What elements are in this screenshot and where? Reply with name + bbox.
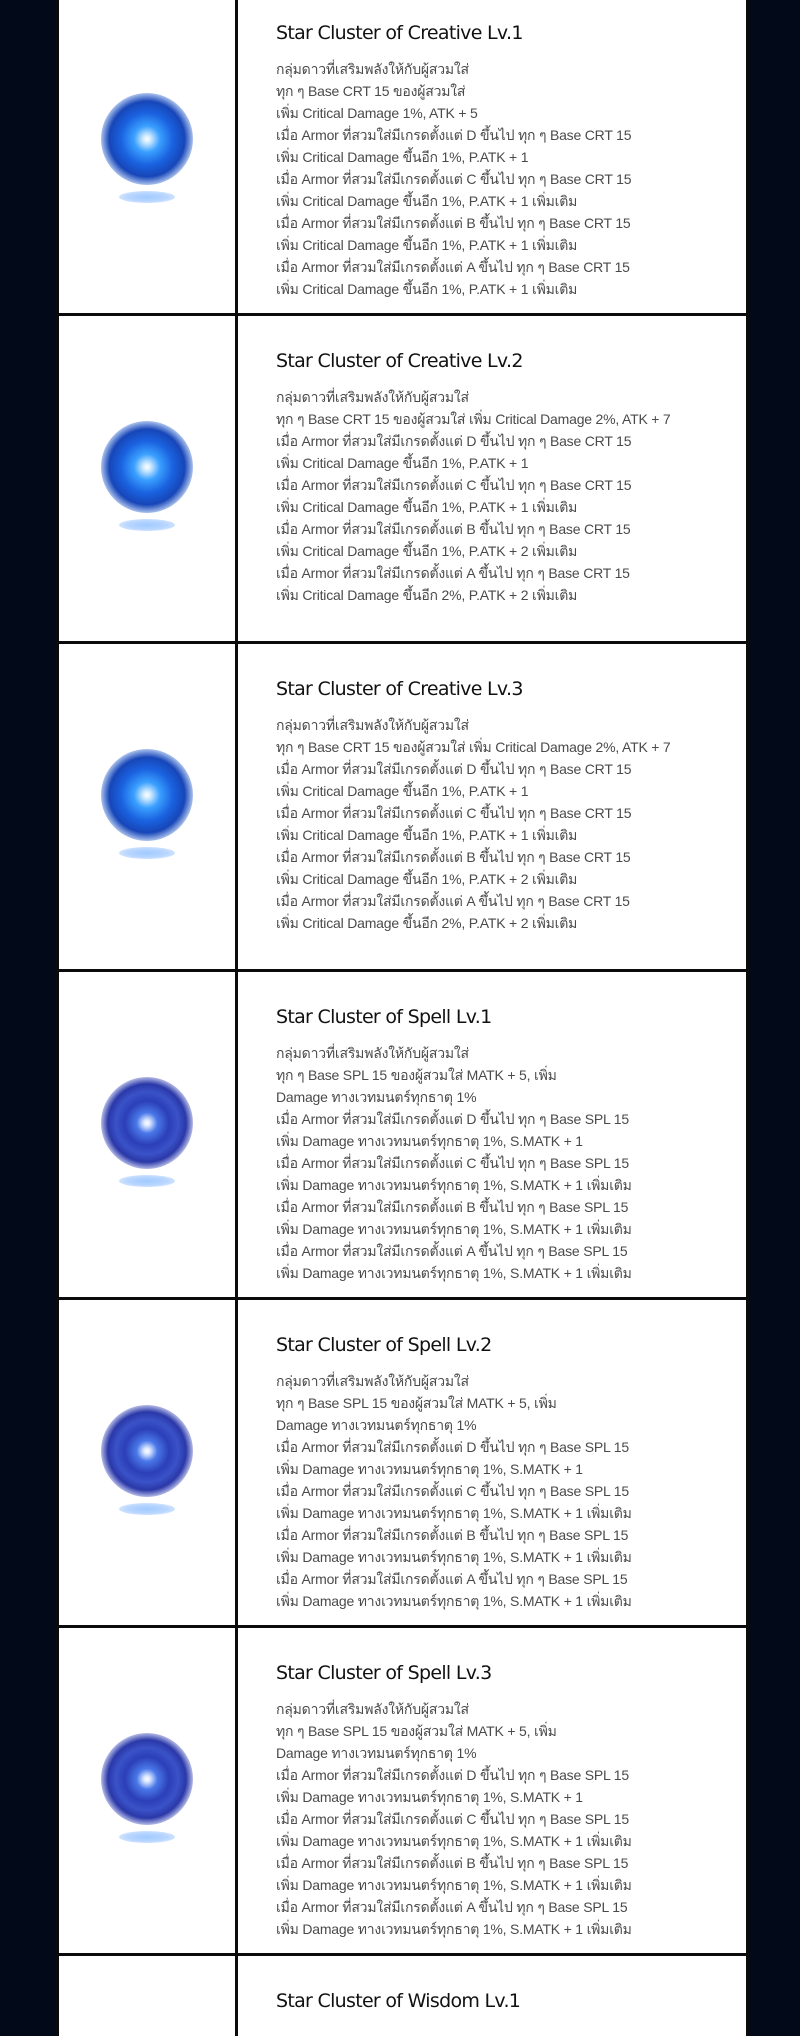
item-effect-line: เมื่อ Armor ที่สวมใส่มีเกรดตั้งแต่ B ขึ้นไป ทุก ๆ Base CRT 15 — [276, 215, 631, 231]
item-effect-line: กลุ่มดาวที่เสริมพลังให้กับผู้สวมใส่ — [276, 389, 469, 405]
item-effect-list — [276, 714, 730, 934]
item-effect-line: เพิ่ม Critical Damage ขึ้นอีก 1%, P.ATK + 2 เพิ่มเติม — [276, 871, 578, 887]
item-description-cell — [238, 1300, 746, 1625]
item-effect-line: กลุ่มดาวที่เสริมพลังให้กับผู้สวมใส่ — [276, 1373, 469, 1389]
item-effect-list — [276, 386, 730, 606]
item-effect-line: ทุก ๆ Base SPL 15 ของผู้สวมใส่ MATK + 5, เพิ่ม — [276, 1723, 557, 1739]
item-effect-line: Damage ทางเวทมนตร์ทุกธาตุ 1% — [276, 1745, 477, 1761]
item-icon-cell — [59, 1628, 238, 1953]
item-effect-line: เพิ่ม Damage ทางเวทมนตร์ทุกธาตุ 1%, S.MATK + 1 — [276, 1461, 583, 1477]
item-effect-line: เมื่อ Armor ที่สวมใส่มีเกรดตั้งแต่ D ขึ้นไป ทุก ๆ Base CRT 15 — [276, 127, 632, 143]
item-icon-cell — [59, 972, 238, 1297]
item-effect-line: เมื่อ Armor ที่สวมใส่มีเกรดตั้งแต่ A ขึ้นไป ทุก ๆ Base CRT 15 — [276, 259, 630, 275]
item-icon-cell — [59, 1300, 238, 1625]
item-effect-line: เมื่อ Armor ที่สวมใส่มีเกรดตั้งแต่ D ขึ้นไป ทุก ๆ Base SPL 15 — [276, 1767, 629, 1783]
item-effect-line: ทุก ๆ Base SPL 15 ของผู้สวมใส่ MATK + 5, เพิ่ม — [276, 1395, 557, 1411]
item-effect-line: เมื่อ Armor ที่สวมใส่มีเกรดตั้งแต่ D ขึ้นไป ทุก ๆ Base SPL 15 — [276, 1439, 629, 1455]
item-effect-line: เพิ่ม Damage ทางเวทมนตร์ทุกธาตุ 1%, S.MATK + 1 เพิ่มเติม — [276, 1593, 632, 1609]
item-effect-line: เมื่อ Armor ที่สวมใส่มีเกรดตั้งแต่ D ขึ้นไป ทุก ๆ Base CRT 15 — [276, 433, 632, 449]
item-effect-line: เพิ่ม Damage ทางเวทมนตร์ทุกธาตุ 1%, S.MATK + 1 เพิ่มเติม — [276, 1221, 632, 1237]
item-row — [59, 1300, 746, 1628]
item-effect-line: เพิ่ม Damage ทางเวทมนตร์ทุกธาตุ 1%, S.MATK + 1 เพิ่มเติม — [276, 1921, 632, 1937]
item-effect-line: เพิ่ม Critical Damage ขึ้นอีก 2%, P.ATK + 2 เพิ่มเติม — [276, 915, 578, 931]
item-effect-line: เพิ่ม Critical Damage ขึ้นอีก 1%, P.ATK + 1 เพิ่มเติม — [276, 827, 578, 843]
item-effect-line: เมื่อ Armor ที่สวมใส่มีเกรดตั้งแต่ A ขึ้นไป ทุก ๆ Base SPL 15 — [276, 1243, 628, 1259]
item-effect-list — [276, 1370, 730, 1612]
star-cluster-orb-icon — [101, 1077, 193, 1169]
item-effect-line: เพิ่ม Damage ทางเวทมนตร์ทุกธาตุ 1%, S.MATK + 1 เพิ่มเติม — [276, 1833, 632, 1849]
item-effect-line: กลุ่มดาวที่เสริมพลังให้กับผู้สวมใส่ — [276, 1045, 469, 1061]
item-effect-line: เพิ่ม Damage ทางเวทมนตร์ทุกธาตุ 1%, S.MATK + 1 เพิ่มเติม — [276, 1877, 632, 1893]
orb-pedestal-icon — [119, 1503, 175, 1515]
item-effect-line: Damage ทางเวทมนตร์ทุกธาตุ 1% — [276, 1417, 477, 1433]
item-table — [56, 0, 749, 2036]
item-effect-line: เมื่อ Armor ที่สวมใส่มีเกรดตั้งแต่ C ขึ้นไป ทุก ๆ Base CRT 15 — [276, 171, 632, 187]
item-effect-line: เพิ่ม Critical Damage ขึ้นอีก 1%, P.ATK + 1 เพิ่มเติม — [276, 237, 578, 253]
item-description-cell — [238, 644, 746, 969]
item-effect-line: กลุ่มดาวที่เสริมพลังให้กับผู้สวมใส่ — [276, 61, 469, 77]
star-cluster-orb-icon — [101, 421, 193, 513]
item-row — [59, 972, 746, 1300]
item-row — [59, 0, 746, 316]
item-effect-list — [276, 58, 730, 300]
item-effect-line: เพิ่ม Damage ทางเวทมนตร์ทุกธาตุ 1%, S.MATK + 1 เพิ่มเติม — [276, 1177, 632, 1193]
item-effect-line: เมื่อ Armor ที่สวมใส่มีเกรดตั้งแต่ B ขึ้นไป ทุก ๆ Base SPL 15 — [276, 1855, 629, 1871]
item-effect-line: เพิ่ม Damage ทางเวทมนตร์ทุกธาตุ 1%, S.MATK + 1 เพิ่มเติม — [276, 1505, 632, 1521]
item-effect-line: เมื่อ Armor ที่สวมใส่มีเกรดตั้งแต่ C ขึ้นไป ทุก ๆ Base SPL 15 — [276, 1155, 629, 1171]
item-effect-line: เพิ่ม Critical Damage ขึ้นอีก 1%, P.ATK + 1 เพิ่มเติม — [276, 281, 578, 297]
item-title: Star Cluster of Creative Lv.2 — [276, 350, 523, 372]
item-row — [59, 1956, 746, 2036]
item-title: Star Cluster of Spell Lv.3 — [276, 1662, 492, 1684]
item-effect-line: เพิ่ม Damage ทางเวทมนตร์ทุกธาตุ 1%, S.MATK + 1 — [276, 1133, 583, 1149]
item-effect-line: เมื่อ Armor ที่สวมใส่มีเกรดตั้งแต่ A ขึ้นไป ทุก ๆ Base SPL 15 — [276, 1899, 628, 1915]
item-effect-line: ทุก ๆ Base CRT 15 ของผู้สวมใส่ — [276, 83, 466, 99]
orb-pedestal-icon — [119, 847, 175, 859]
item-effect-line: เพิ่ม Critical Damage ขึ้นอีก 1%, P.ATK + 1 เพิ่มเติม — [276, 193, 578, 209]
item-effect-line: เมื่อ Armor ที่สวมใส่มีเกรดตั้งแต่ A ขึ้นไป ทุก ๆ Base SPL 15 — [276, 1571, 628, 1587]
item-description-cell — [238, 1956, 746, 2036]
item-icon-cell — [59, 644, 238, 969]
item-description-cell — [238, 0, 746, 313]
item-effect-line: เมื่อ Armor ที่สวมใส่มีเกรดตั้งแต่ C ขึ้นไป ทุก ๆ Base SPL 15 — [276, 1811, 629, 1827]
item-effect-line: Damage ทางเวทมนตร์ทุกธาตุ 1% — [276, 1089, 477, 1105]
item-effect-line: เมื่อ Armor ที่สวมใส่มีเกรดตั้งแต่ C ขึ้นไป ทุก ๆ Base CRT 15 — [276, 805, 632, 821]
star-cluster-orb-icon — [101, 1405, 193, 1497]
item-effect-line: กลุ่มดาวที่เสริมพลังให้กับผู้สวมใส่ — [276, 1701, 469, 1717]
star-cluster-orb-icon — [101, 93, 193, 185]
item-row — [59, 644, 746, 972]
orb-pedestal-icon — [119, 1831, 175, 1843]
item-effect-line: เมื่อ Armor ที่สวมใส่มีเกรดตั้งแต่ C ขึ้นไป ทุก ๆ Base CRT 15 — [276, 477, 632, 493]
item-title: Star Cluster of Spell Lv.2 — [276, 1334, 492, 1356]
item-effect-line: เมื่อ Armor ที่สวมใส่มีเกรดตั้งแต่ B ขึ้นไป ทุก ๆ Base CRT 15 — [276, 849, 631, 865]
item-title: Star Cluster of Creative Lv.3 — [276, 678, 523, 700]
item-row — [59, 1628, 746, 1956]
item-title: Star Cluster of Wisdom Lv.1 — [276, 1990, 521, 2012]
item-effect-line: เพิ่ม Critical Damage ขึ้นอีก 1%, P.ATK + 1 — [276, 455, 529, 471]
item-description-cell — [238, 972, 746, 1297]
orb-pedestal-icon — [119, 1175, 175, 1187]
item-effect-list — [276, 1698, 730, 1940]
item-effect-line: เมื่อ Armor ที่สวมใส่มีเกรดตั้งแต่ B ขึ้นไป ทุก ๆ Base CRT 15 — [276, 521, 631, 537]
item-effect-line: เพิ่ม Critical Damage ขึ้นอีก 1%, P.ATK + 2 เพิ่มเติม — [276, 543, 578, 559]
item-effect-list — [276, 1042, 730, 1284]
item-effect-line: เมื่อ Armor ที่สวมใส่มีเกรดตั้งแต่ A ขึ้นไป ทุก ๆ Base CRT 15 — [276, 565, 630, 581]
item-effect-line: เพิ่ม Critical Damage 1%, ATK + 5 — [276, 105, 478, 121]
item-effect-line: เพิ่ม Critical Damage ขึ้นอีก 1%, P.ATK + 1 เพิ่มเติม — [276, 499, 578, 515]
star-cluster-orb-icon — [101, 749, 193, 841]
item-effect-line: เพิ่ม Critical Damage ขึ้นอีก 1%, P.ATK + 1 — [276, 149, 529, 165]
item-effect-line: ทุก ๆ Base SPL 15 ของผู้สวมใส่ MATK + 5, เพิ่ม — [276, 1067, 557, 1083]
item-effect-line: ทุก ๆ Base CRT 15 ของผู้สวมใส่ เพิ่ม Critical Damage 2%, ATK + 7 — [276, 739, 671, 755]
star-cluster-orb-icon — [101, 1733, 193, 1825]
item-description-cell — [238, 1628, 746, 1953]
item-icon-cell — [59, 316, 238, 641]
item-effect-line: กลุ่มดาวที่เสริมพลังให้กับผู้สวมใส่ — [276, 717, 469, 733]
item-title: Star Cluster of Spell Lv.1 — [276, 1006, 492, 1028]
item-effect-line: เมื่อ Armor ที่สวมใส่มีเกรดตั้งแต่ D ขึ้นไป ทุก ๆ Base CRT 15 — [276, 761, 632, 777]
orb-pedestal-icon — [119, 519, 175, 531]
orb-pedestal-icon — [119, 191, 175, 203]
item-effect-line: เมื่อ Armor ที่สวมใส่มีเกรดตั้งแต่ B ขึ้นไป ทุก ๆ Base SPL 15 — [276, 1527, 629, 1543]
item-description-cell — [238, 316, 746, 641]
item-effect-line: เมื่อ Armor ที่สวมใส่มีเกรดตั้งแต่ A ขึ้นไป ทุก ๆ Base CRT 15 — [276, 893, 630, 909]
item-effect-line: เมื่อ Armor ที่สวมใส่มีเกรดตั้งแต่ D ขึ้นไป ทุก ๆ Base SPL 15 — [276, 1111, 629, 1127]
item-effect-line: เพิ่ม Critical Damage ขึ้นอีก 1%, P.ATK + 1 — [276, 783, 529, 799]
item-effect-line: เมื่อ Armor ที่สวมใส่มีเกรดตั้งแต่ C ขึ้นไป ทุก ๆ Base SPL 15 — [276, 1483, 629, 1499]
item-row — [59, 316, 746, 644]
item-effect-line: ทุก ๆ Base CRT 15 ของผู้สวมใส่ เพิ่ม Critical Damage 2%, ATK + 7 — [276, 411, 671, 427]
item-effect-line: เมื่อ Armor ที่สวมใส่มีเกรดตั้งแต่ B ขึ้นไป ทุก ๆ Base SPL 15 — [276, 1199, 629, 1215]
item-effect-line: เพิ่ม Damage ทางเวทมนตร์ทุกธาตุ 1%, S.MATK + 1 เพิ่มเติม — [276, 1549, 632, 1565]
item-effect-line: เพิ่ม Damage ทางเวทมนตร์ทุกธาตุ 1%, S.MATK + 1 เพิ่มเติม — [276, 1265, 632, 1281]
item-title: Star Cluster of Creative Lv.1 — [276, 22, 523, 44]
item-effect-line: เพิ่ม Critical Damage ขึ้นอีก 2%, P.ATK + 2 เพิ่มเติม — [276, 587, 578, 603]
item-effect-line: เพิ่ม Damage ทางเวทมนตร์ทุกธาตุ 1%, S.MATK + 1 — [276, 1789, 583, 1805]
item-icon-cell — [59, 0, 238, 313]
item-icon-cell — [59, 1956, 238, 2036]
